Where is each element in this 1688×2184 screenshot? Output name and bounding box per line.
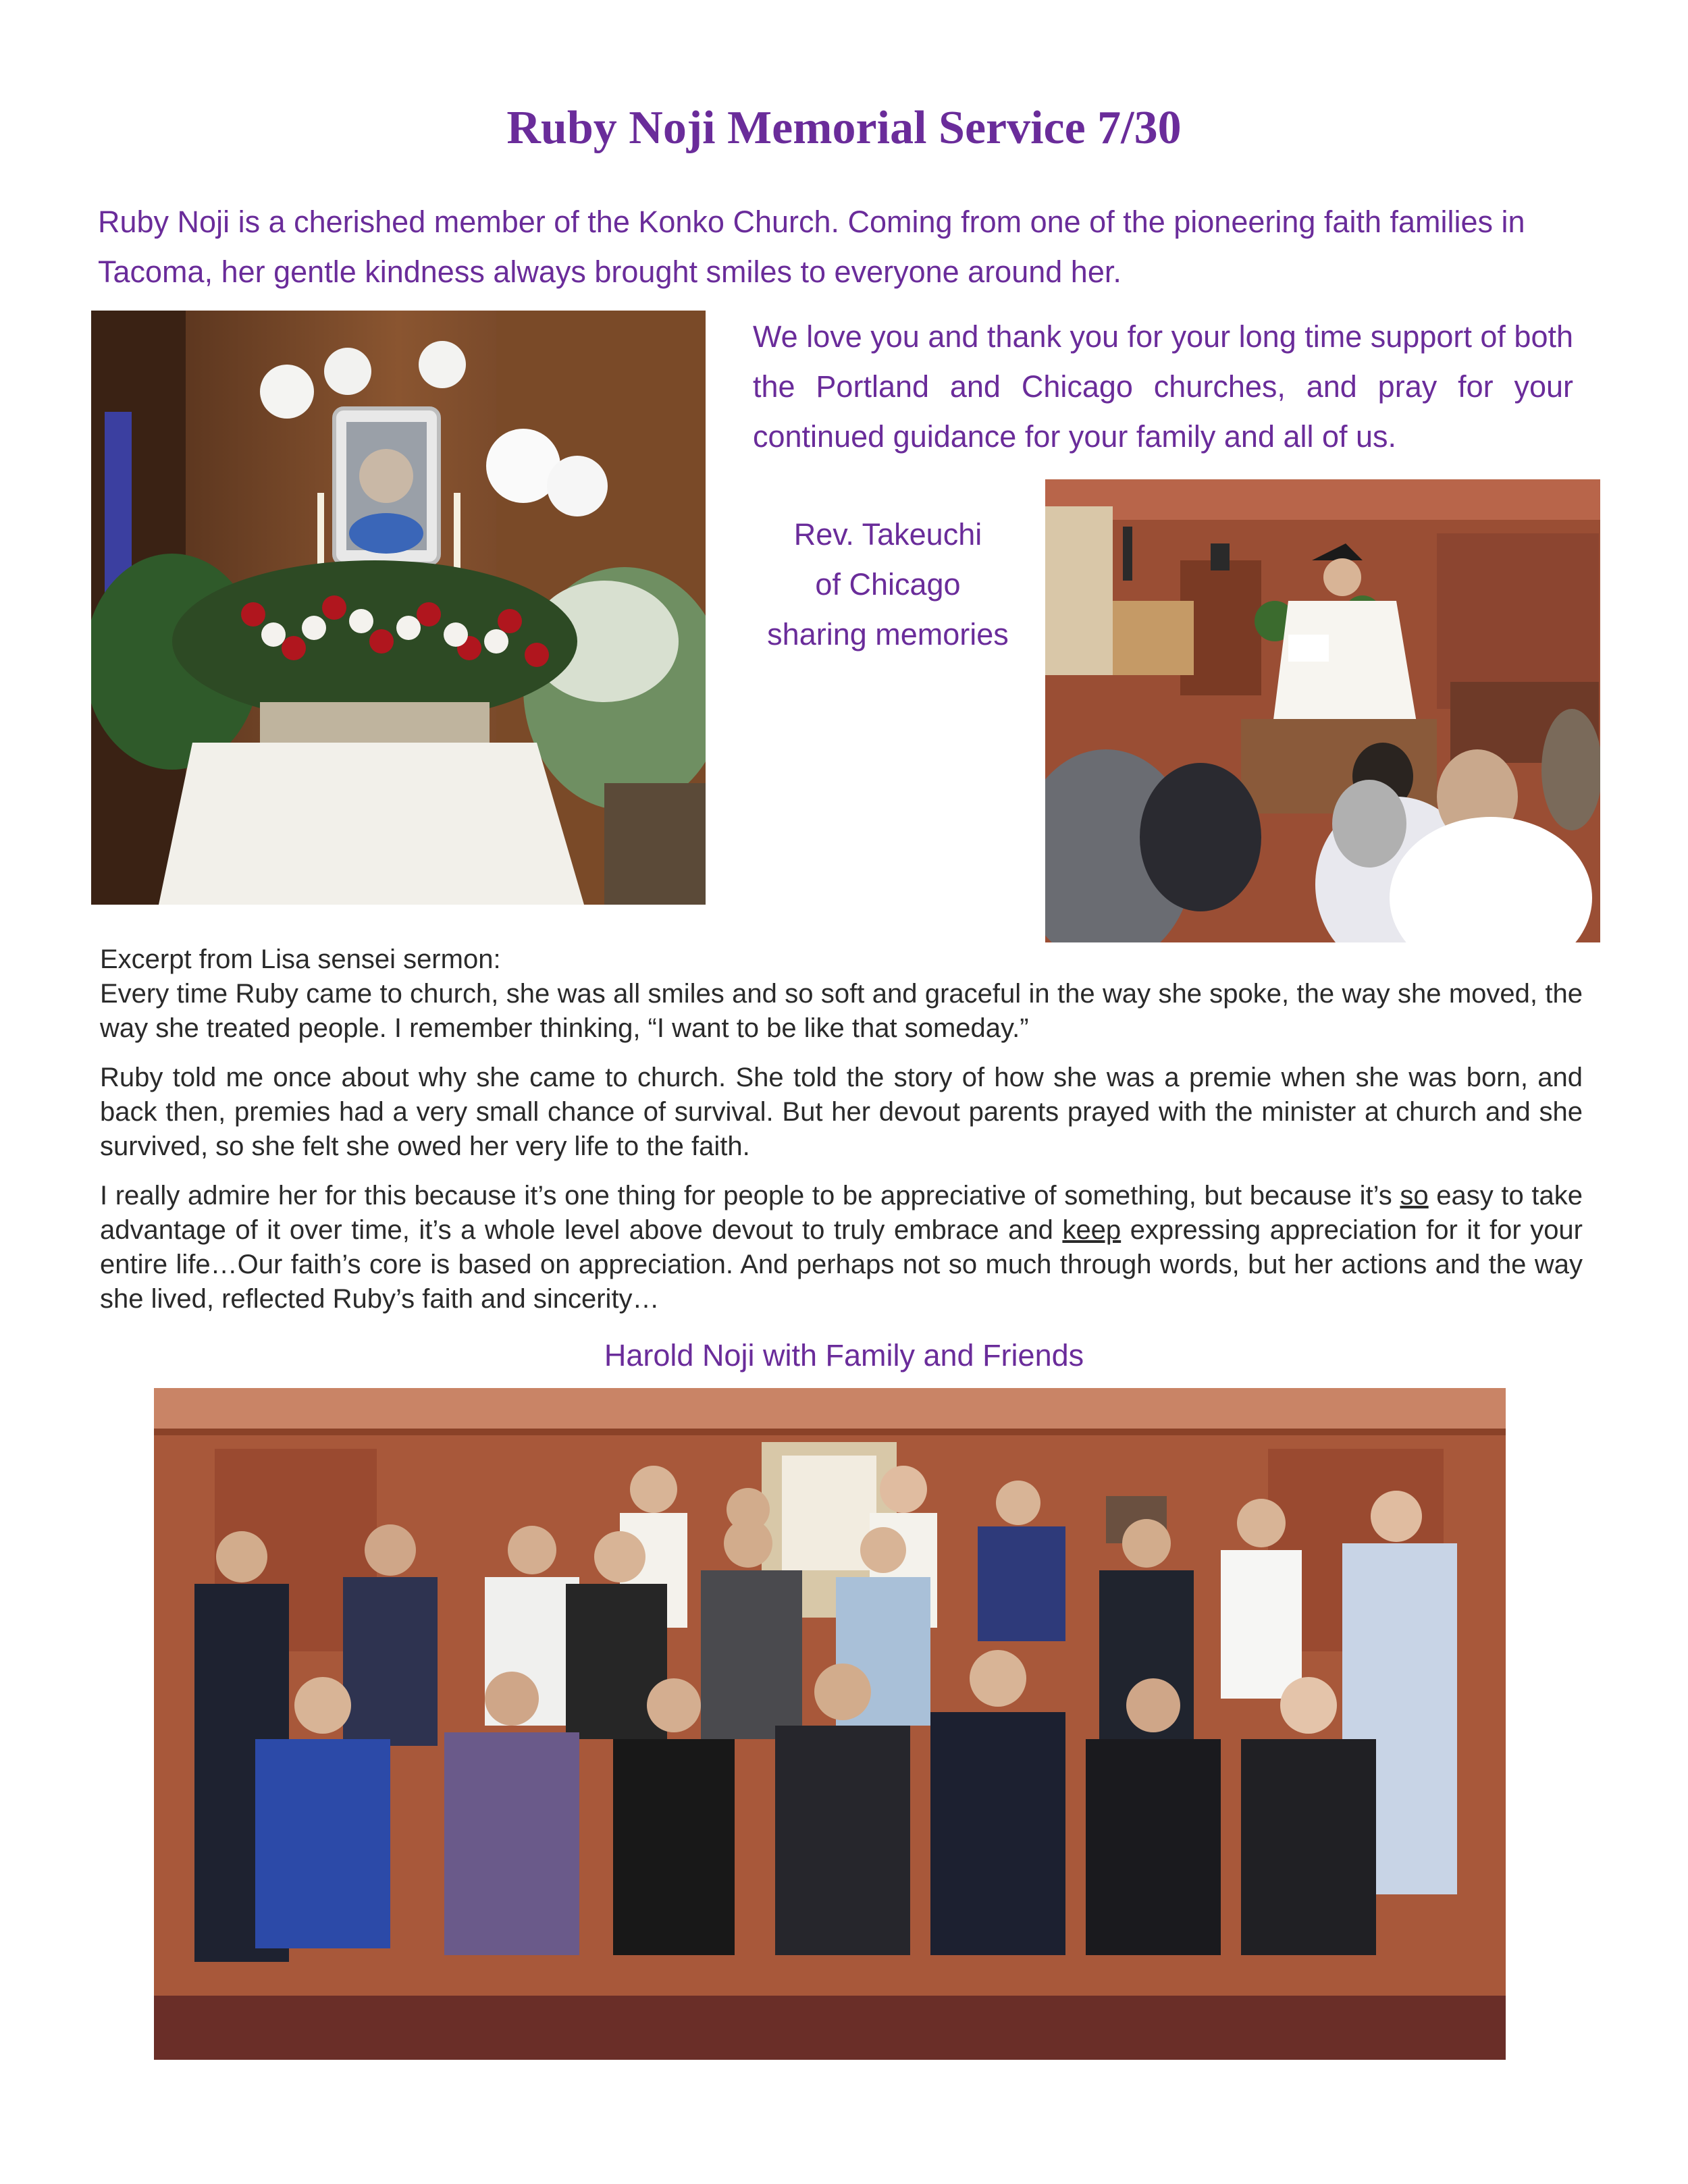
sermon-paragraph-3 [100,1179,1583,1316]
sermon-p3-part-a: I really admire her for this because it’s one thing for people to be appreciative of something, but because it’s [100,1181,1400,1210]
reverend-photo [1045,479,1600,942]
sermon-heading: Excerpt from Lisa sensei sermon: [100,944,501,974]
group-photo-caption: Harold Noji with Family and Friends [604,1338,1084,1373]
reverend-caption-line1: Rev. Takeuchi [793,517,982,552]
sermon-p3-underline-so: so [1400,1181,1429,1210]
sermon-paragraph-2: Ruby told me once about why she came to church. She told the story of how she was a premie when she was born, and back then, premies had a very small chance of survival. But her devout parents prayed with the minister at church and she survived, so she felt she owed her very life to the faith. [100,1063,1583,1161]
page-title: Ruby Noji Memorial Service 7/30 [506,102,1182,154]
sermon-paragraph-1: Every time Ruby came to church, she was all smiles and so soft and graceful in the way she spoke, the way she moved, the way she treated people. I remember thinking, “I want to be like that someday.” [100,979,1583,1043]
reverend-caption-line3: sharing memories [767,617,1009,651]
group-photo [154,1388,1506,2060]
sermon-p3-part-c: expressing appreciation for it for your entire life…Our faith’s core is based on appreciation. And perhaps not so much through words, but her actions and the way she lived, reflected Ruby’s faith and sincerity… [100,1215,1583,1314]
reverend-caption-line2: of Chicago [815,567,961,602]
altar-photo [91,311,706,905]
sermon-excerpt [100,942,1583,1331]
intro-paragraph: Ruby Noji is a cherished member of the Konko Church. Coming from one of the pioneering faith families in Tacoma, her gentle kindness always brought smiles to everyone around her. [98,205,1525,289]
sermon-p3-underline-keep: keep [1062,1215,1122,1245]
reverend-caption [739,510,1036,660]
sermon-p3-part-b: easy to take advantage of it over time, it’s a whole level above devout to truly embrace and [100,1181,1583,1245]
tribute-paragraph: We love you and thank you for your long time support of both the Portland and Chicago churches, and pray for your continued guidance for your family and all of us. [753,319,1573,454]
